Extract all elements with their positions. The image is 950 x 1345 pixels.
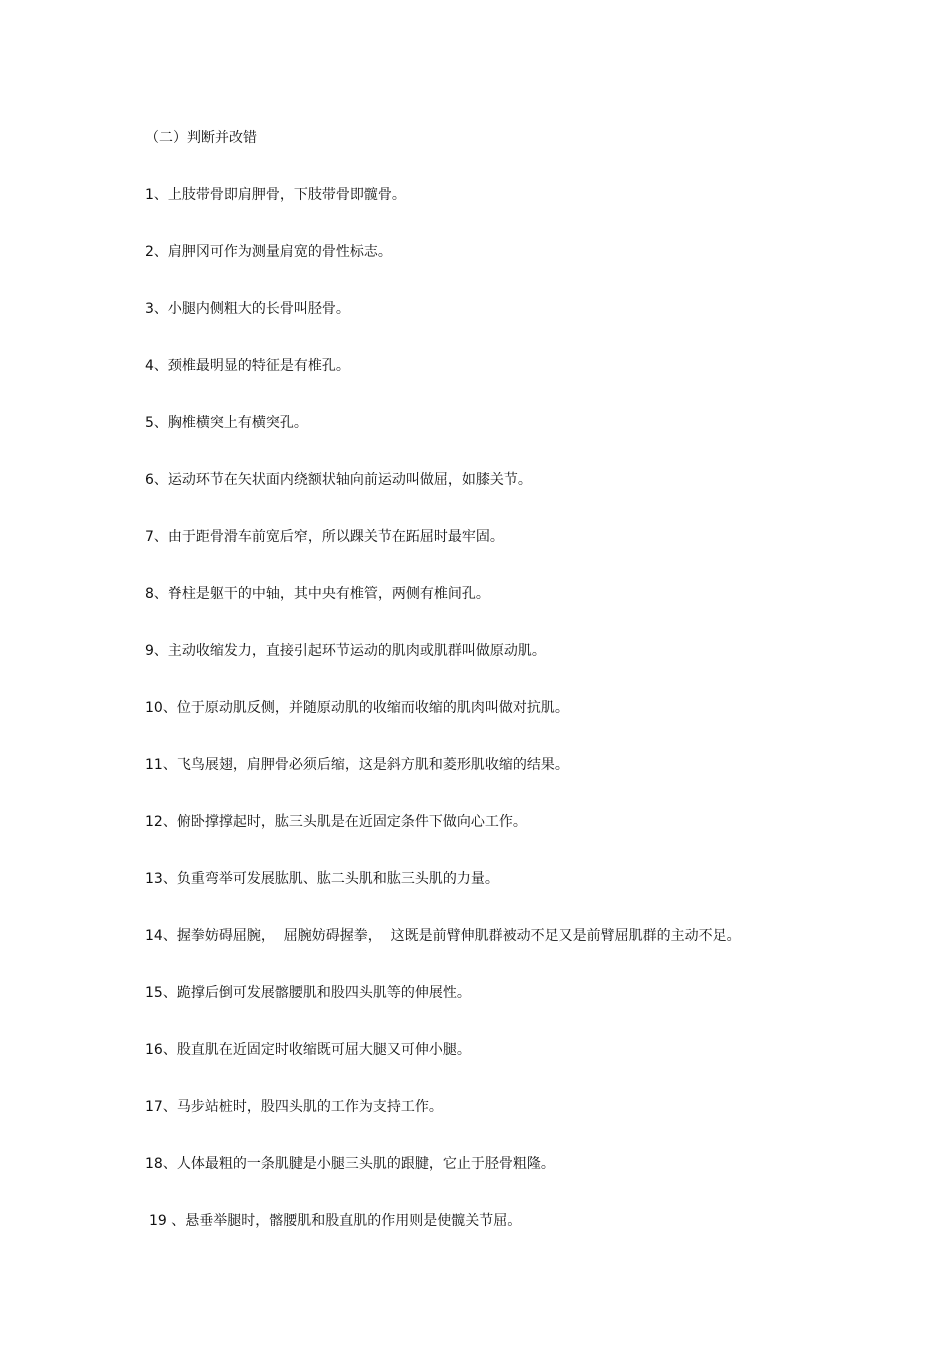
list-item [145,1097,741,1154]
item-text: 颈椎最明显的特征是有椎孔。 [167,358,350,374]
list-item [145,470,741,527]
item-number: 19 、 [149,1213,186,1229]
item-text: 小腿内侧粗大的长骨叫胫骨。 [167,301,350,317]
list-item [145,242,741,299]
list-item [145,527,741,584]
item-text: 股直肌在近固定时收缩既可屈大腿又可伸小腿。 [176,1042,471,1058]
item-number: 7、 [145,529,168,545]
item-number: 10、 [145,700,177,716]
item-text: 胸椎横突上有横突孔。 [167,415,308,431]
item-number: 4、 [145,358,168,374]
list-item [145,584,741,641]
item-text: 人体最粗的一条肌腱是小腿三头肌的跟腱，它止于胫骨粗隆。 [176,1156,555,1172]
item-text: 握拳妨碍屈腕， 屈腕妨碍握拳， 这既是前臂伸肌群被动不足又是前臂屈肌群的主动不足。 [176,928,741,944]
item-text: 俯卧撑撑起时，肱三头肌是在近固定条件下做向心工作。 [176,814,527,830]
item-text: 位于原动肌反侧，并随原动肌的收缩而收缩的肌肉叫做对抗肌。 [176,700,569,716]
question-list [145,185,741,1268]
item-number: 14、 [145,928,177,944]
list-item [145,812,741,869]
item-number: 1、 [145,187,168,203]
item-text: 脊柱是躯干的中轴，其中央有椎管，两侧有椎间孔。 [167,586,490,602]
item-number: 16、 [145,1042,177,1058]
list-item [145,299,741,356]
list-item [145,413,741,470]
item-number: 15、 [145,985,177,1001]
item-text: 负重弯举可发展肱肌、肱二头肌和肱三头肌的力量。 [176,871,499,887]
item-text: 肩胛冈可作为测量肩宽的骨性标志。 [167,244,392,260]
list-item [145,926,741,983]
list-item [145,755,741,812]
item-text: 悬垂举腿时，髂腰肌和股直肌的作用则是使髋关节屈。 [185,1213,522,1229]
list-item [145,698,741,755]
list-item [145,1040,741,1097]
item-text: 跪撑后倒可发展髂腰肌和股四头肌等的伸展性。 [176,985,471,1001]
list-item [145,983,741,1040]
item-text: 上肢带骨即肩胛骨，下肢带骨即髋骨。 [167,187,406,203]
item-number: 18、 [145,1156,177,1172]
item-number: 2、 [145,244,168,260]
item-number: 13、 [145,871,177,887]
item-number: 11、 [145,757,177,773]
item-text: 主动收缩发力，直接引起环节运动的肌肉或肌群叫做原动肌。 [167,643,546,659]
item-text: 运动环节在矢状面内绕额状轴向前运动叫做屈，如膝关节。 [167,472,532,488]
list-item [145,1154,741,1211]
item-text: 马步站桩时，股四头肌的工作为支持工作。 [176,1099,443,1115]
list-item [145,185,741,242]
item-number: 17、 [145,1099,177,1115]
section-title: （二）判断并改错 [145,130,257,146]
item-number: 9、 [145,643,168,659]
item-text: 飞鸟展翅，肩胛骨必须后缩，这是斜方肌和菱形肌收缩的结果。 [176,757,569,773]
item-number: 5、 [145,415,168,431]
item-number: 8、 [145,586,168,602]
list-item [145,641,741,698]
list-item [145,356,741,413]
item-number: 3、 [145,301,168,317]
list-item [145,1211,741,1268]
item-number: 6、 [145,472,168,488]
item-number: 12、 [145,814,177,830]
item-text: 由于距骨滑车前宽后窄，所以踝关节在跖屈时最牢固。 [167,529,504,545]
list-item [145,869,741,926]
